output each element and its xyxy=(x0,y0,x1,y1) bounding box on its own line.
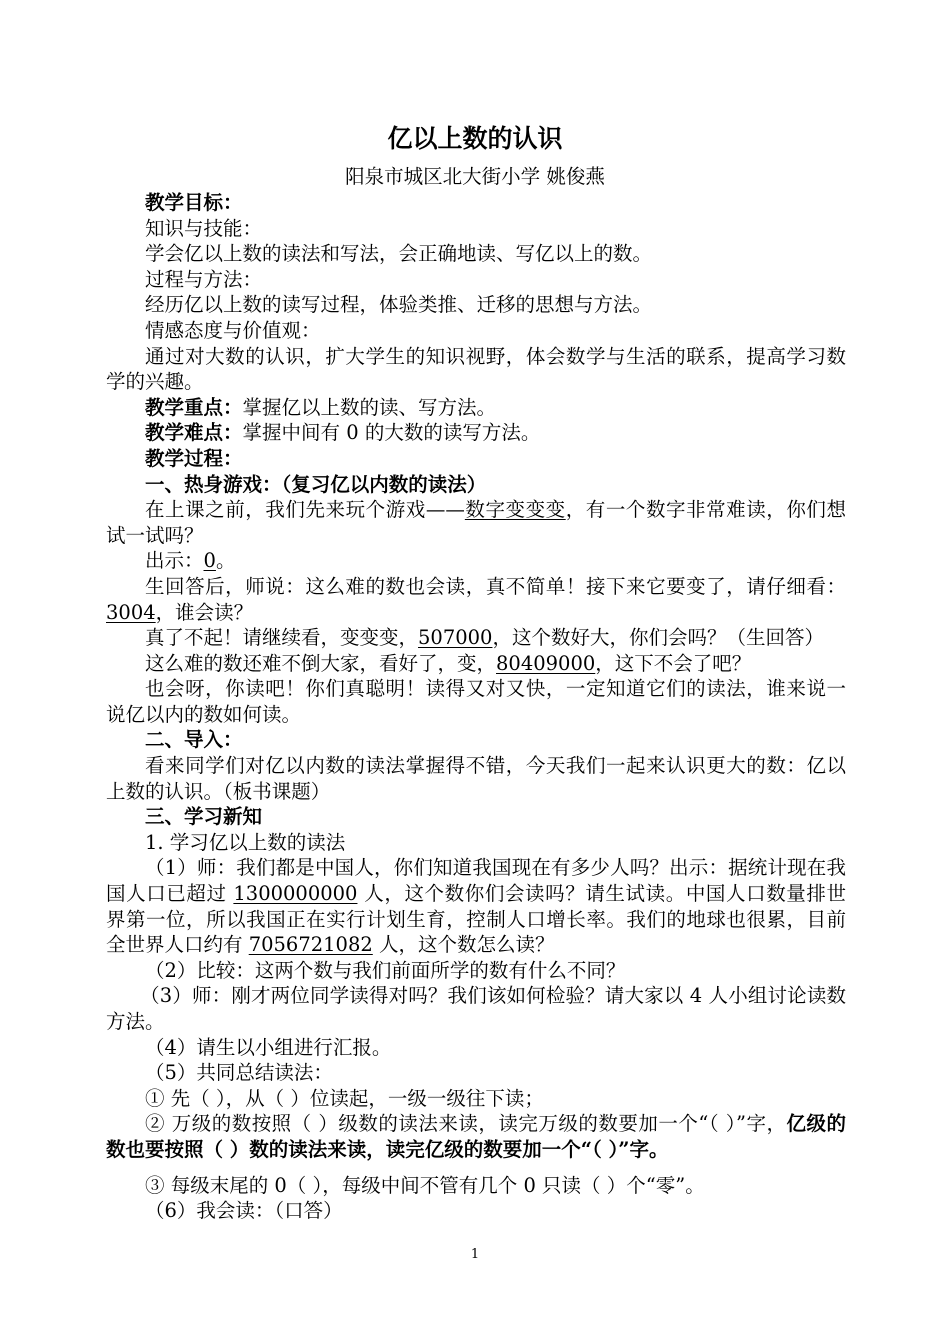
knowledge-text: 学会亿以上数的读法和写法，会正确地读、写亿以上的数。 xyxy=(145,242,653,266)
text-run: ② 万级的数按照（ ）级数的读法来读，读完万级的数要加一个“（ ）”字， xyxy=(145,1112,787,1136)
text-run: 在上课之前，我们先来玩个游戏—— xyxy=(145,498,465,522)
section-1-heading: 一、热身游戏：（复习亿以内数的读法） xyxy=(145,472,487,496)
difficulty-point xyxy=(106,420,846,446)
text-run: ，有一个数字非常难读，你们想试一试吗？ xyxy=(106,498,846,547)
section-1-paragraph xyxy=(106,574,846,625)
population-china: 1300000000 xyxy=(233,882,358,906)
page-number: 1 xyxy=(470,1247,480,1262)
text-run: ，谁会读？ xyxy=(155,600,254,624)
population-world: 7056721082 xyxy=(248,933,373,957)
document-title: 亿以上数的认识 xyxy=(387,124,563,153)
process-text: 经历亿以上数的读写过程，体验类推、迁移的思想与方法。 xyxy=(145,293,653,317)
game-name: 数字变变变 xyxy=(464,498,566,522)
attitude-label: 情感态度与价值观： xyxy=(145,318,321,342)
text-run: 生回答后，师说：这么难的数也会读，真不简单！接下来它要变了，请仔细看： xyxy=(145,574,846,598)
section-3-paragraph: （6）我会读：（口答） xyxy=(145,1199,343,1223)
section-1-paragraph xyxy=(106,548,846,574)
section-2-paragraph: 看来同学们对亿以内数的读法掌握得不错，今天我们一起来认识更大的数：亿以上数的认识。（板书课题） xyxy=(106,754,846,803)
process-label: 过程与方法： xyxy=(145,267,263,291)
objectives-heading: 教学目标： xyxy=(145,191,243,214)
text-run: ，这个数好大，你们会吗？（生回答） xyxy=(492,626,824,650)
key-text: 掌握亿以上数的读、写方法。 xyxy=(242,395,497,419)
document-body xyxy=(106,190,846,1224)
section-1-paragraph xyxy=(106,625,846,651)
key-point xyxy=(106,395,846,421)
text-run: 出示： xyxy=(145,549,204,573)
text-run: （1）师：我们都是中国人，你们知道我国现在有多少人吗？出示：据统计现在我国人口已超过 xyxy=(106,856,846,906)
section-3-paragraph: （5）共同总结读法： xyxy=(145,1061,333,1085)
section-1-paragraph: 也会呀，你读吧！你们真聪明！读得又对又快，一定知道它们的读法，谁来说一说亿以内的数如何读。 xyxy=(106,677,846,726)
number-shown: 507000 xyxy=(418,626,493,650)
rule-item: ① 先（ ），从（ ）位读起，一级一级往下读； xyxy=(145,1086,544,1110)
rule-item xyxy=(106,1111,846,1162)
knowledge-label: 知识与技能： xyxy=(145,216,263,240)
text-run-bold: 亿级的数也要按照（ ）数的读法来读，读完亿级的数要加一个“（ ）”字。 xyxy=(106,1112,846,1161)
text-run: ，这下不会了吧？ xyxy=(595,651,752,675)
procedure-heading: 教学过程： xyxy=(145,446,243,470)
section-1-paragraph xyxy=(106,497,846,548)
author-line: 阳泉市城区北大街小学 姚俊燕 xyxy=(345,165,605,188)
text-run: 人，这个数怎么读？ xyxy=(372,933,555,957)
section-3-paragraph: （4）请生以小组进行汇报。 xyxy=(145,1035,392,1059)
attitude-text: 通过对大数的认识，扩大学生的知识视野，体会数学与生活的联系，提高学习数学的兴趣。 xyxy=(106,344,846,394)
key-label: 教学重点： xyxy=(145,395,243,419)
subsection-heading: 1. 学习亿以上数的读法 xyxy=(145,830,346,854)
section-1-paragraph xyxy=(106,651,846,677)
section-3-paragraph: （3）师：刚才两位同学读得对吗？我们该如何检验？请大家以 4 人小组讨论读数方法。 xyxy=(106,984,846,1033)
text-run: 真了不起！请继续看，变变变， xyxy=(145,626,419,650)
difficulty-label: 教学难点： xyxy=(145,421,243,445)
number-shown: 3004 xyxy=(106,600,156,624)
section-3-heading: 三、学习新知 xyxy=(145,805,263,829)
section-3-paragraph xyxy=(106,855,846,957)
text-run: 这么难的数还难不倒大家，看好了，变， xyxy=(145,651,497,675)
rule-item: ③ 每级末尾的 0（ ），每级中间不管有几个 0 只读（ ）个“零”。 xyxy=(145,1173,705,1197)
difficulty-text: 掌握中间有 0 的大数的读写方法。 xyxy=(242,421,541,445)
number-shown: 0 xyxy=(203,549,216,573)
text-run: 人，这个数你们会读吗？请生试读。中国人口数量排世界第一位，所以我国正在实行计划生育，控制人口增长率。我们的地球也很累，目前全世界人口约有 xyxy=(106,882,847,957)
number-shown: 80409000 xyxy=(496,651,596,675)
section-2-heading: 二、导入： xyxy=(145,728,243,752)
section-3-paragraph: （2）比较：这两个数与我们前面所学的数有什么不同？ xyxy=(145,958,626,982)
text-run: 。 xyxy=(215,549,236,573)
